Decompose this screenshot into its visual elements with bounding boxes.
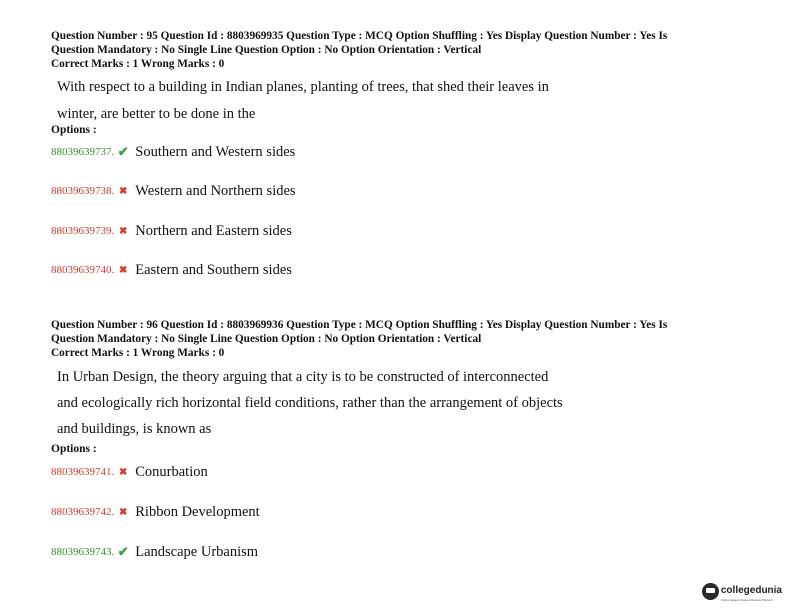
collegedunia-logo xyxy=(702,580,782,602)
cross-icon: ✖ xyxy=(119,225,128,237)
check-icon: ✔ xyxy=(117,544,129,560)
question-96-text-line3: and buildings, is known as xyxy=(57,421,212,437)
question-95-option-4[interactable] xyxy=(51,261,292,281)
question-95-meta-line1: Question Number : 95 Question Id : 8803969935 Question Type : MCQ Option Shuffling : Yes Display Question Number : Yes Is xyxy=(51,30,668,42)
option-id: 88039639741. xyxy=(51,466,115,479)
question-95-meta xyxy=(51,29,741,71)
logo-name: collegedunia xyxy=(720,585,782,596)
question-95-marks: Correct Marks : 1 Wrong Marks : 0 xyxy=(51,58,225,70)
logo-wordmark xyxy=(721,580,782,602)
question-96-text-line2: and ecologically rich horizontal field conditions, rather than the arrangement of objects xyxy=(57,395,563,411)
cross-icon: ✖ xyxy=(119,264,128,276)
cross-icon: ✖ xyxy=(119,506,128,518)
question-95-option-1[interactable] xyxy=(51,143,295,163)
option-text: Landscape Urbanism xyxy=(135,543,259,560)
question-96-options-label: Options : xyxy=(51,443,97,455)
check-icon: ✔ xyxy=(117,144,129,160)
option-id: 88039639743. xyxy=(51,546,115,559)
question-95-meta-line2: Question Mandatory : No Single Line Question Option : No Option Orientation : Vertical xyxy=(51,44,482,56)
question-96-marks: Correct Marks : 1 Wrong Marks : 0 xyxy=(51,347,225,359)
question-96-option-1[interactable] xyxy=(51,463,208,483)
question-96-text-line1: In Urban Design, the theory arguing that a city is to be constructed of interconnected xyxy=(57,369,549,385)
question-95-options-label: Options : xyxy=(51,124,97,136)
option-text: Northern and Eastern sides xyxy=(135,222,292,239)
option-text: Conurbation xyxy=(135,463,208,480)
cross-icon: ✖ xyxy=(119,466,128,478)
option-id: 88039639740. xyxy=(51,264,115,277)
question-96-meta xyxy=(51,318,741,360)
logo-tagline: India's largest Student Review Platform xyxy=(720,598,774,602)
question-95-option-2[interactable] xyxy=(51,182,296,202)
option-text: Western and Northern sides xyxy=(135,182,296,199)
option-id: 88039639742. xyxy=(51,506,115,519)
question-96-meta-line2: Question Mandatory : No Single Line Question Option : No Option Orientation : Vertical xyxy=(51,333,482,345)
option-text: Ribbon Development xyxy=(135,503,260,520)
option-id: 88039639737. xyxy=(51,146,115,159)
option-text: Southern and Western sides xyxy=(135,143,296,160)
option-id: 88039639738. xyxy=(51,185,115,198)
cross-icon: ✖ xyxy=(119,185,128,197)
graduation-cap-icon xyxy=(702,583,719,600)
question-95-option-3[interactable] xyxy=(51,222,292,242)
question-96-option-2[interactable] xyxy=(51,503,260,523)
option-text: Eastern and Southern sides xyxy=(135,261,292,278)
question-96-meta-line1: Question Number : 96 Question Id : 8803969936 Question Type : MCQ Option Shuffling : Yes Display Question Number : Yes Is xyxy=(51,319,668,331)
question-96-option-3[interactable] xyxy=(51,543,258,563)
option-id: 88039639739. xyxy=(51,225,115,238)
question-95-text-line2: winter, are better to be done in the xyxy=(57,106,256,122)
question-95-text-line1: With respect to a building in Indian planes, planting of trees, that shed their leaves in xyxy=(57,79,549,95)
